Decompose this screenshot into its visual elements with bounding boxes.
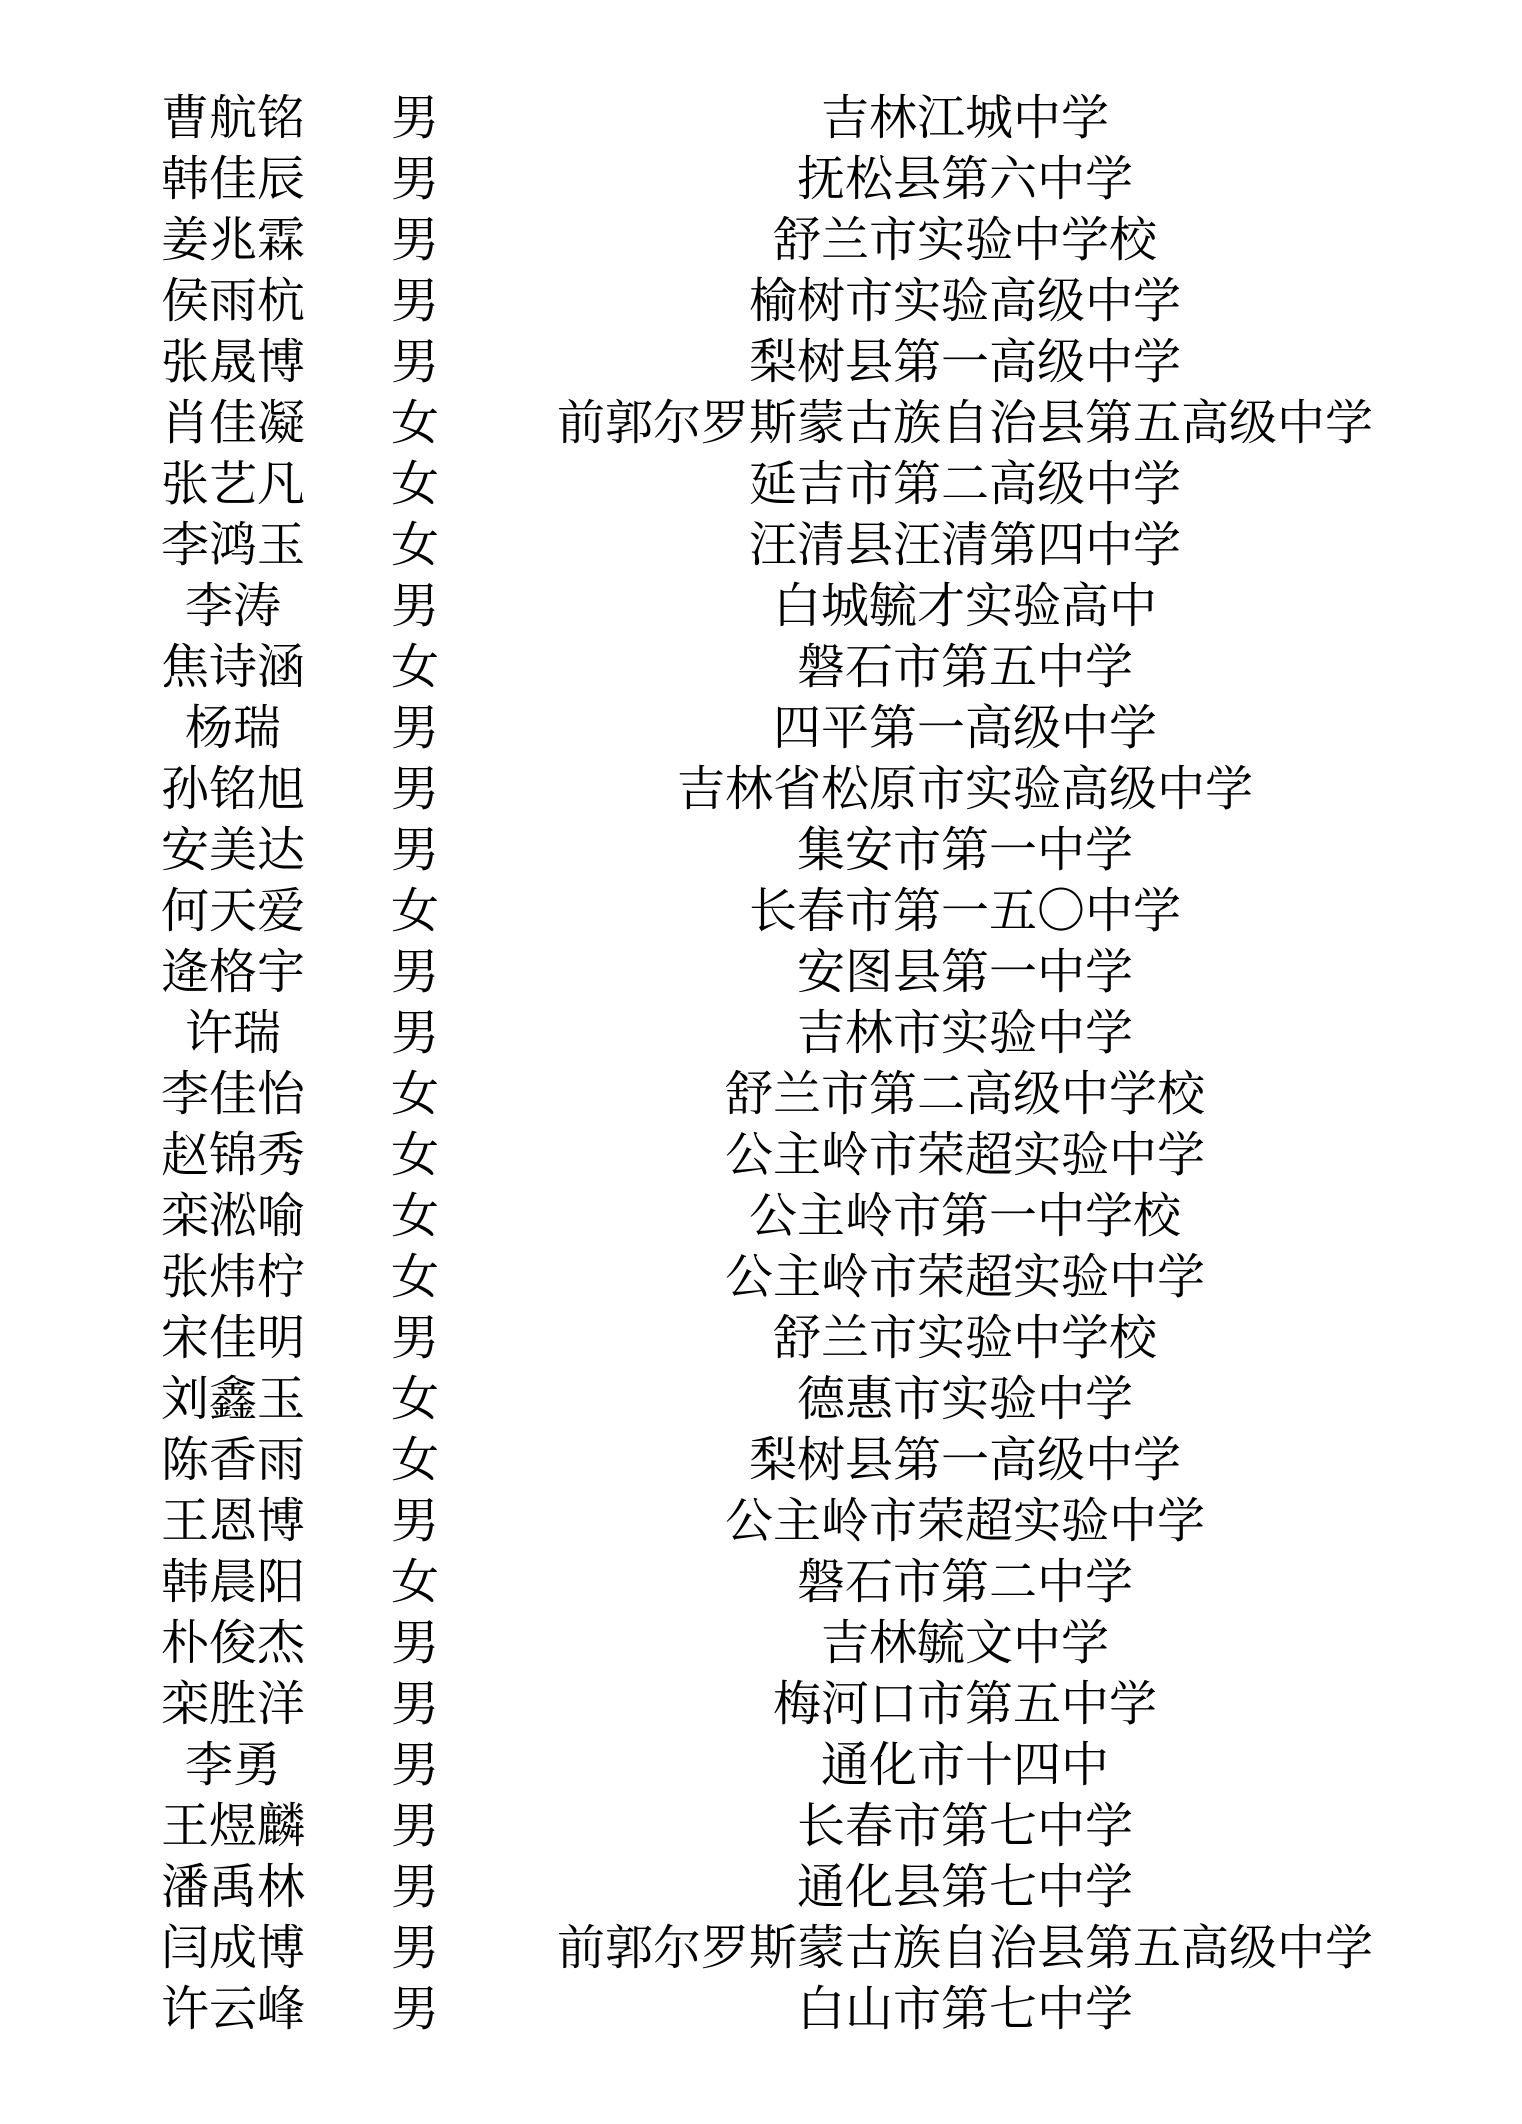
student-gender-cell: 男 — [390, 1678, 439, 1731]
student-school-cell: 吉林江城中学 — [820, 92, 1109, 145]
table-row — [0, 271, 1522, 332]
table-row — [0, 1918, 1522, 1979]
student-school-cell: 通化市十四中 — [820, 1739, 1109, 1792]
student-school-cell: 舒兰市实验中学校 — [772, 214, 1157, 267]
table-row — [0, 637, 1522, 698]
student-school-cell: 抚松县第六中学 — [796, 153, 1133, 206]
student-name-cell: 姜兆霖 — [160, 214, 305, 267]
student-name-cell: 逄格宇 — [160, 946, 305, 999]
table-row — [0, 1491, 1522, 1552]
student-name-cell: 李勇 — [184, 1739, 281, 1792]
student-name-cell: 何天爱 — [160, 885, 305, 938]
student-name-cell: 陈香雨 — [160, 1434, 305, 1487]
student-name-cell: 朴俊杰 — [160, 1617, 305, 1670]
student-school-cell: 长春市第七中学 — [796, 1800, 1133, 1853]
student-name-cell: 曹航铭 — [160, 92, 305, 145]
table-row — [0, 1735, 1522, 1796]
student-school-cell: 德惠市实验中学 — [796, 1373, 1133, 1426]
student-school-cell: 前郭尔罗斯蒙古族自治县第五高级中学 — [556, 1922, 1373, 1975]
table-row — [0, 149, 1522, 210]
student-name-cell: 刘鑫玉 — [160, 1373, 305, 1426]
table-row — [0, 1674, 1522, 1735]
student-name-cell: 李佳怡 — [160, 1068, 305, 1121]
student-name-cell: 肖佳凝 — [160, 397, 305, 450]
student-school-cell: 汪清县汪清第四中学 — [748, 519, 1181, 572]
student-school-cell: 前郭尔罗斯蒙古族自治县第五高级中学 — [556, 397, 1373, 450]
table-row — [0, 1247, 1522, 1308]
student-name-cell: 栾淞喻 — [160, 1190, 305, 1243]
student-school-cell: 梨树县第一高级中学 — [748, 1434, 1181, 1487]
student-school-cell: 梅河口市第五中学 — [772, 1678, 1157, 1731]
student-name-cell: 张炜柠 — [160, 1251, 305, 1304]
student-school-cell: 公主岭市荣超实验中学 — [724, 1495, 1205, 1548]
student-name-cell: 闫成博 — [160, 1922, 305, 1975]
student-gender-cell: 女 — [390, 1434, 439, 1487]
student-gender-cell: 女 — [390, 1068, 439, 1121]
table-row — [0, 1308, 1522, 1369]
table-row — [0, 454, 1522, 515]
student-gender-cell: 女 — [390, 1129, 439, 1182]
table-row — [0, 820, 1522, 881]
student-school-cell: 吉林省松原市实验高级中学 — [676, 763, 1253, 816]
student-name-cell: 张艺凡 — [160, 458, 305, 511]
student-name-cell: 王煜麟 — [160, 1800, 305, 1853]
student-school-cell: 吉林毓文中学 — [820, 1617, 1109, 1670]
student-gender-cell: 男 — [390, 946, 439, 999]
table-row — [0, 1979, 1522, 2040]
student-name-cell: 赵锦秀 — [160, 1129, 305, 1182]
student-school-cell: 集安市第一中学 — [796, 824, 1133, 877]
student-school-cell: 梨树县第一高级中学 — [748, 336, 1181, 389]
table-row — [0, 88, 1522, 149]
student-school-cell: 公主岭市荣超实验中学 — [724, 1251, 1205, 1304]
student-gender-cell: 女 — [390, 519, 439, 572]
table-row — [0, 576, 1522, 637]
student-gender-cell: 女 — [390, 1373, 439, 1426]
student-school-cell: 长春市第一五〇中学 — [748, 885, 1181, 938]
table-row — [0, 393, 1522, 454]
student-gender-cell: 男 — [390, 214, 439, 267]
student-school-cell: 公主岭市第一中学校 — [748, 1190, 1181, 1243]
table-row — [0, 1369, 1522, 1430]
student-school-cell: 榆树市实验高级中学 — [748, 275, 1181, 328]
student-school-cell: 磐石市第二中学 — [796, 1556, 1133, 1609]
table-row — [0, 1857, 1522, 1918]
table-row — [0, 698, 1522, 759]
student-school-cell: 白山市第七中学 — [796, 1983, 1133, 2036]
student-gender-cell: 男 — [390, 824, 439, 877]
student-roster-table — [0, 88, 1522, 2040]
student-name-cell: 韩佳辰 — [160, 153, 305, 206]
student-name-cell: 李鸿玉 — [160, 519, 305, 572]
student-school-cell: 吉林市实验中学 — [796, 1007, 1133, 1060]
student-gender-cell: 女 — [390, 397, 439, 450]
student-gender-cell: 男 — [390, 275, 439, 328]
student-school-cell: 白城毓才实验高中 — [772, 580, 1157, 633]
table-row — [0, 1430, 1522, 1491]
student-name-cell: 安美达 — [160, 824, 305, 877]
student-gender-cell: 男 — [390, 1007, 439, 1060]
student-gender-cell: 男 — [390, 153, 439, 206]
table-row — [0, 759, 1522, 820]
student-gender-cell: 男 — [390, 1312, 439, 1365]
student-name-cell: 杨瑞 — [184, 702, 281, 755]
student-name-cell: 张晟博 — [160, 336, 305, 389]
student-gender-cell: 男 — [390, 1495, 439, 1548]
student-school-cell: 四平第一高级中学 — [772, 702, 1157, 755]
student-gender-cell: 女 — [390, 458, 439, 511]
student-school-cell: 公主岭市荣超实验中学 — [724, 1129, 1205, 1182]
student-gender-cell: 女 — [390, 1556, 439, 1609]
table-row — [0, 332, 1522, 393]
student-gender-cell: 男 — [390, 1800, 439, 1853]
student-gender-cell: 男 — [390, 92, 439, 145]
student-name-cell: 潘禹林 — [160, 1861, 305, 1914]
student-gender-cell: 男 — [390, 580, 439, 633]
student-gender-cell: 男 — [390, 702, 439, 755]
student-name-cell: 孙铭旭 — [160, 763, 305, 816]
student-school-cell: 通化县第七中学 — [796, 1861, 1133, 1914]
student-school-cell: 舒兰市实验中学校 — [772, 1312, 1157, 1365]
student-school-cell: 磐石市第五中学 — [796, 641, 1133, 694]
table-row — [0, 1613, 1522, 1674]
student-gender-cell: 男 — [390, 1861, 439, 1914]
student-gender-cell: 男 — [390, 763, 439, 816]
student-gender-cell: 女 — [390, 1190, 439, 1243]
student-gender-cell: 男 — [390, 1739, 439, 1792]
student-gender-cell: 男 — [390, 1922, 439, 1975]
student-gender-cell: 男 — [390, 336, 439, 389]
student-name-cell: 韩晨阳 — [160, 1556, 305, 1609]
student-name-cell: 许云峰 — [160, 1983, 305, 2036]
student-gender-cell: 男 — [390, 1617, 439, 1670]
student-gender-cell: 男 — [390, 1983, 439, 2036]
student-name-cell: 栾胜洋 — [160, 1678, 305, 1731]
student-school-cell: 延吉市第二高级中学 — [748, 458, 1181, 511]
student-name-cell: 李涛 — [184, 580, 281, 633]
student-name-cell: 王恩博 — [160, 1495, 305, 1548]
student-name-cell: 侯雨杭 — [160, 275, 305, 328]
student-school-cell: 舒兰市第二高级中学校 — [724, 1068, 1205, 1121]
student-gender-cell: 女 — [390, 1251, 439, 1304]
table-row — [0, 1003, 1522, 1064]
student-name-cell: 宋佳明 — [160, 1312, 305, 1365]
table-row — [0, 1186, 1522, 1247]
table-row — [0, 1796, 1522, 1857]
table-row — [0, 1552, 1522, 1613]
table-row — [0, 881, 1522, 942]
table-row — [0, 210, 1522, 271]
student-name-cell: 许瑞 — [184, 1007, 281, 1060]
table-row — [0, 515, 1522, 576]
table-row — [0, 1064, 1522, 1125]
student-school-cell: 安图县第一中学 — [796, 946, 1133, 999]
student-gender-cell: 女 — [390, 885, 439, 938]
student-name-cell: 焦诗涵 — [160, 641, 305, 694]
table-row — [0, 942, 1522, 1003]
table-row — [0, 1125, 1522, 1186]
student-gender-cell: 女 — [390, 641, 439, 694]
